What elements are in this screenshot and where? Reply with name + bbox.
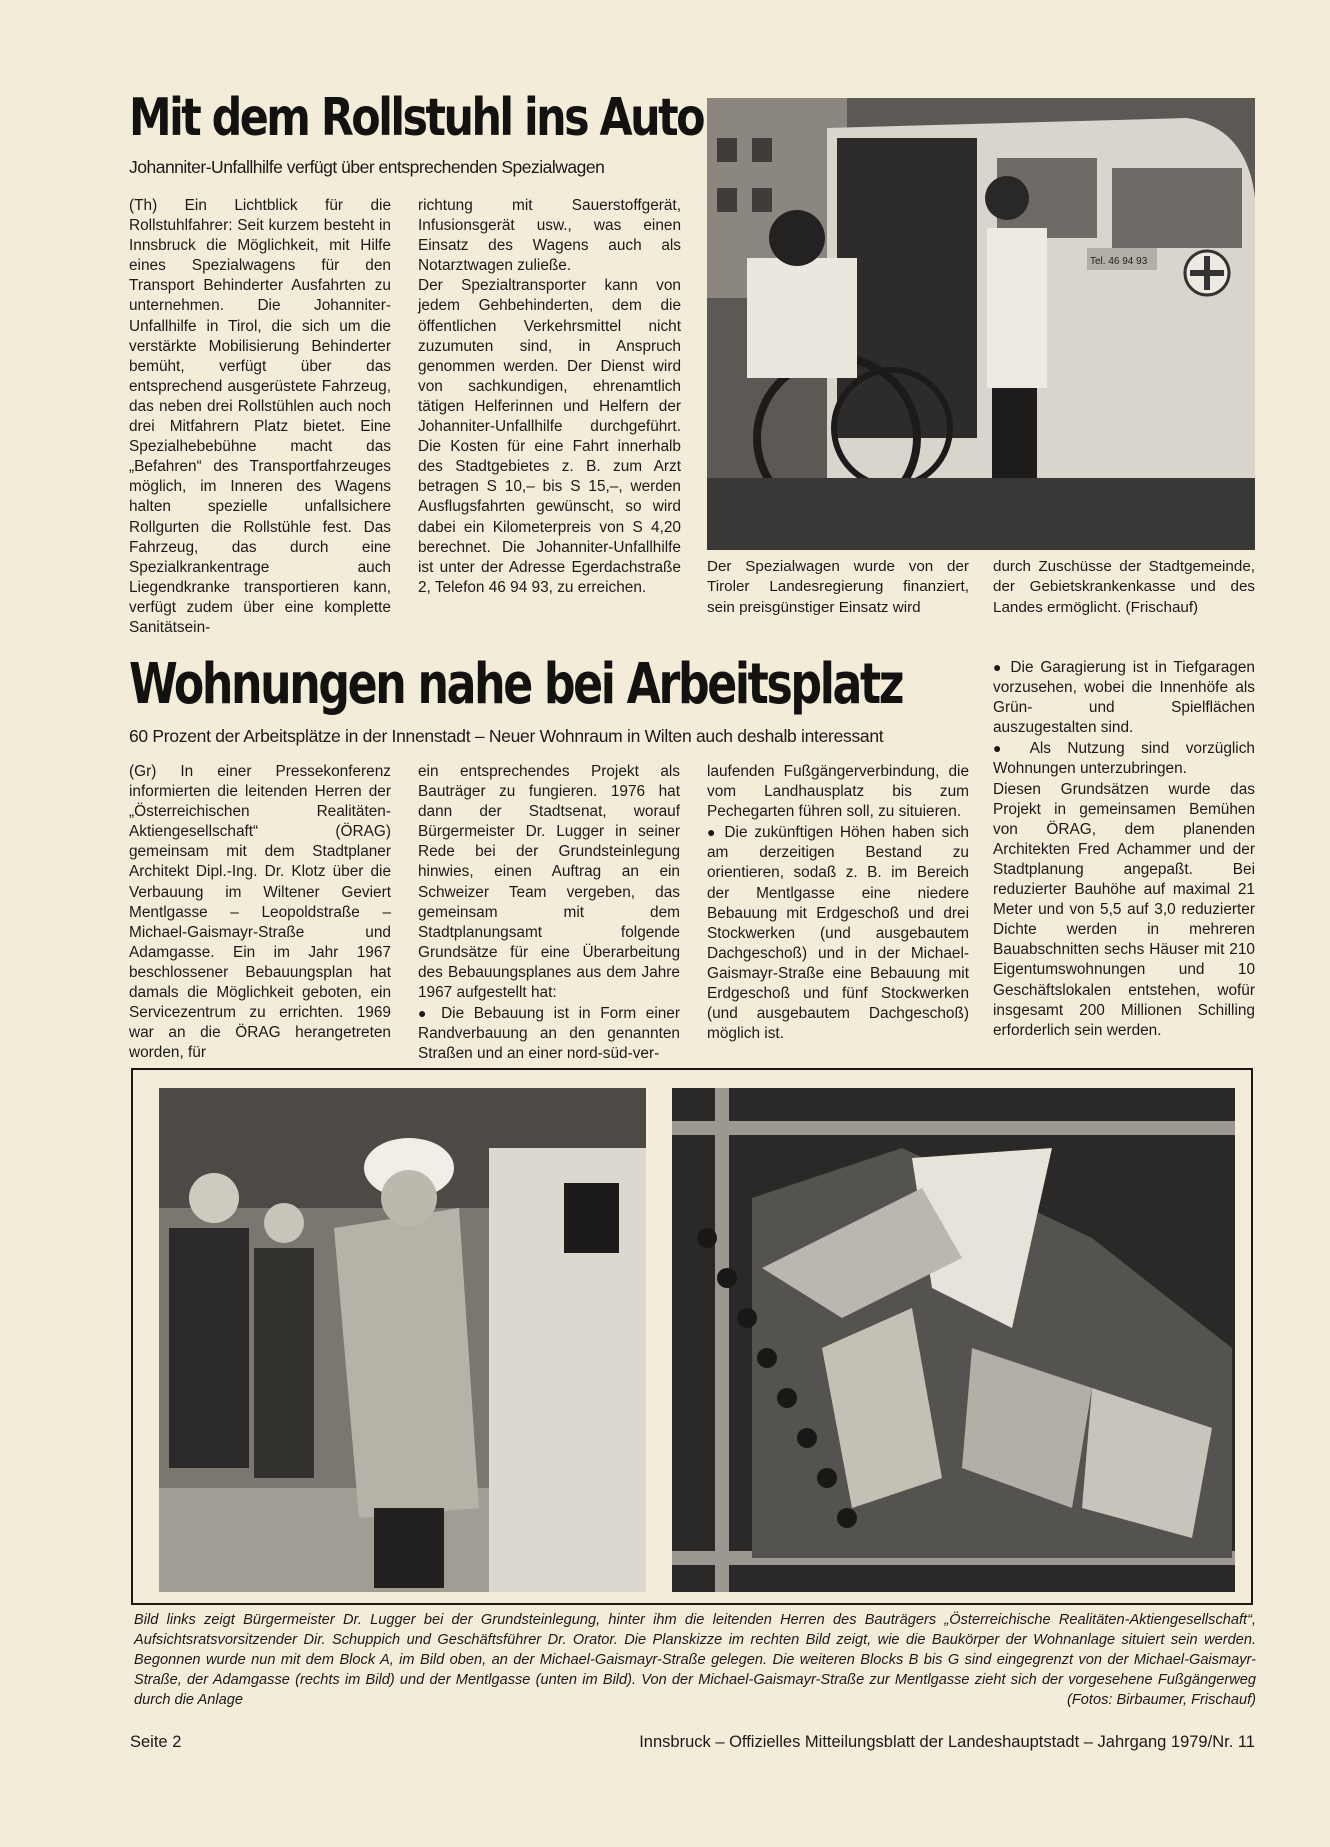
article2-col4-text: Diesen Grundsätzen wurde das Projekt in gemeinsamen Bemühen von ÖRAG, dem planenden Architekten Fred Achammer und der Stadtplanung angepaßt. Bei reduzierter Bauhöhe auf maximal 21 Meter und von 5,5 auf 3,0 reduzierter Dichte werden in mehreren Bauabschnitten sechs Häuser mit 210 Eigentumswohnungen und 10 Geschäftslokalen entstehen, wofür insgesamt 200 Millionen Schilling erforderlich sein werden. (993, 780, 1255, 1039)
article2-col4-bullet-2: ● Als Nutzung sind vorzüglich Wohnungen unterzubringen. (993, 738, 1255, 779)
article1-subheadline: Johanniter-Unfallhilfe verfügt über entsprechenden Spezialwagen (129, 157, 605, 177)
article2-column-2 (418, 762, 680, 1063)
publication-line: Innsbruck – Offizielles Mitteilungsblatt der Landeshauptstadt – Jahrgang 1979/Nr. 11 (639, 1733, 1255, 1751)
van-photo-caption-right: durch Zuschüsse der Stadtgemeinde, der Gebietskrankenkasse und des Landes ermöglicht. (Frischauf) (993, 558, 1255, 616)
article2-column-1 (129, 762, 391, 1062)
article1-col2-text-a: richtung mit Sauerstoffgerät, Infusionsgerät usw., was einen Einsatz des Wagens auch als Notarztwagen zuließe. (418, 197, 681, 275)
page-number: Seite 2 (130, 1733, 182, 1751)
van-photo (707, 98, 1255, 550)
van-photo-caption-left: Der Spezialwagen wurde von der Tiroler Landesregierung finanziert, sein preisgünstiger Einsatz wird (707, 558, 969, 616)
article1-column-2 (418, 196, 681, 621)
article2-col1-text: (Gr) In einer Pressekonferenz informierten die leitenden Herren der „Österreichischen Realitäten-Aktiengesellschaft“ (ÖRAG) gemeinsam mit dem Stadtplaner Architekt Dipl.-Ing. Dr. Klotz über die Verbauung im Wiltener Geviert Mentlgasse – Leopoldstraße – Michael-Gaismayr-Straße und Adamgasse. Ein im Jahr 1967 beschlossener Bebauungsplan hat damals die Möglichkeit geboten, ein Servicezentrum zu errichten. 1969 war an die ÖRAG herangetreten worden, für (129, 763, 391, 1062)
article1-col1-text: (Th) Ein Lichtblick für die Rollstuhlfahrer: Seit kurzem besteht in Innsbruck die Möglichkeit, mit Hilfe eines Spezialwagens für den Transport Behinderter Ausfahrten zu unternehmen. Die Johanniter-Unfallhilfe in Tirol, die sich um die verstärkte Mobilisierung Behinderter bemüht, verfügt über das entsprechend ausgerüstete Fahrzeug, das neben drei Rollstühlen auch noch drei Mitfahrern Platz bietet. Eine Spezialhebebühne macht das „Befahren“ des Transportfahrzeuges möglich, im Inneren des Wagens halten spezielle unfallsichere Rollgurten die Rollstühle fest. Das Fahrzeug, das durch eine Spezialkrankentrage auch Liegendkranke transportieren kann, verfügt zudem über eine komplette Sanitätsein- (129, 197, 391, 636)
article2-col3-text: laufenden Fußgängerverbindung, die vom Landhausplatz bis zum Pechegarten führen soll, zu situieren. (707, 763, 969, 821)
van-phone-number: Tel. 46 94 93 (1090, 256, 1148, 267)
photos-caption (134, 1610, 1256, 1710)
photos-caption-text: Bild links zeigt Bürgermeister Dr. Lugger bei der Grundsteinlegung, hinter ihm die leitenden Herren des Bauträgers „Österreichische Realitäten-Aktiengesellschaft“, Aufsichtsratsvorsitzender Dir. Schuppich und Geschäftsführer Dr. Orator. Die Planskizze im rechten Bild zeigt, wie die Baukörper der Wohnanlage situiert sein werden. Begonnen wurde nun mit dem Block A, im Bild oben, an der Michael-Gaismayr-Straße gelegen. Die weiteren Blocks B bis G sind eingegrenzt von der Michael-Gaismayr-Straße, der Adamgasse (rechts im Bild) und der Mentlgasse (unten im Bild). Von der Michael-Gaismayr-Straße zur Mentlgasse zieht sich der vorgesehene Fußgängerweg durch die Anlage (134, 1612, 1256, 1708)
groundbreaking-photo (159, 1088, 646, 1592)
article2-col4-bullet-1: ● Die Garagierung ist in Tiefgaragen vorzusehen, wobei die Innenhöfe als Grün- und Spielflächen auszugestalten sind. (993, 657, 1255, 738)
article2-col2-bullet: ● Die Bebauung ist in Form einer Randverbauung an den genannten Straßen und an einer nord-süd-ver- (418, 1003, 680, 1064)
article1-headline: Mit dem Rollstuhl ins Auto (129, 88, 703, 149)
article2-headline: Wohnungen nahe bei Arbeitsplatz (129, 652, 903, 717)
article2-subheadline: 60 Prozent der Arbeitsplätze in der Innenstadt – Neuer Wohnraum in Wilten auch deshalb interessant (129, 726, 884, 746)
article2-col3-bullet: ● Die zukünftigen Höhen haben sich am derzeitigen Bestand zu orientieren, sodaß z. B. im Bereich der Mentlgasse eine niedere Bebauung mit Erdgeschoß und drei Stockwerken (und ausgebautem Dachgeschoß) und in der Michael-Gaismayr-Straße eine Bebauung mit Erdgeschoß und fünf Stockwerken (und ausgebautem Dachgeschoß) möglich ist. (707, 822, 969, 1044)
article1-column-1 (129, 196, 391, 636)
article2-col2-text: ein entsprechendes Projekt als Bauträger zu fungieren. 1976 hat dann der Stadtsenat, worauf Bürgermeister Dr. Lugger in seiner Rede bei der Grundsteinlegung hinwies, einen Auftrag an ein Schweizer Team vergeben, das gemeinsam mit dem Stadtplanungsamt folgende Grundsätze für eine Überarbeitung des Bebauungsplanes aus dem Jahre 1967 aufgestellt hat: (418, 763, 680, 1002)
article2-column-3 (707, 762, 969, 1052)
article1-col2-text-b: Der Spezialtransporter kann von jedem Gehbehinderten, dem die öffentlichen Verkehrsmittel nicht zuzumuten sind, in Anspruch genommen werden. Der Dienst wird von sachkundigen, ehrenamtlich tätigen Helferinnen und Helfern der Johanniter-Unfallhilfe durchgeführt. Die Kosten für eine Fahrt innerhalb des Stadtgebietes z. B. zum Arzt betragen S 10,– bis S 15,–, werden Ausflugsfahrten gewünscht, so wird dabei ein Kilometerpreis von S 4,20 berechnet. Die Johanniter-Unfallhilfe ist unter der Adresse Egerdachstraße 2, Telefon 46 94 93, zu erreichen. (418, 277, 681, 596)
site-plan-model-photo (672, 1088, 1235, 1592)
article2-column-4 (993, 657, 1255, 1052)
photos-credit: (Fotos: Birbaumer, Frischauf) (1067, 1692, 1256, 1708)
